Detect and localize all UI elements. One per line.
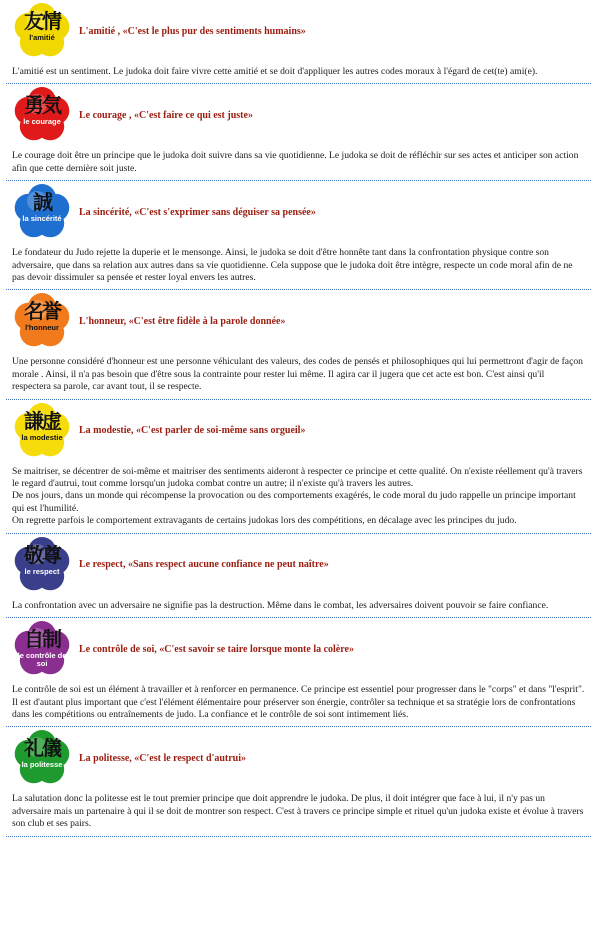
moral-code-section-4 bbox=[6, 290, 591, 399]
flower-badge-icon bbox=[13, 620, 71, 678]
flower-badge-icon bbox=[13, 729, 71, 787]
section-header bbox=[6, 727, 591, 789]
flower-badge-icon bbox=[13, 536, 71, 594]
section-body bbox=[12, 793, 585, 830]
moral-code-section-5 bbox=[6, 400, 591, 534]
section-title: La politesse, «C'est le respect d'autrui» bbox=[79, 752, 247, 764]
moral-code-section-2 bbox=[6, 84, 591, 181]
flower-badge-icon bbox=[13, 292, 71, 350]
section-paragraph: Le fondateur du Judo rejette la duperie et le mensonge. Ainsi, le judoka se doit d'être honnête tant dans la confrontation physique contre son adversaire, que dans sa relation aux autres dans sa vie quotidienne. Cela suppose que le judoka doit être intègre, respecte un code moral afin de ne pas devoir dissimuler sa pensée et rester loyal envers les autres. bbox=[12, 247, 573, 284]
kanji-label: 自制 bbox=[24, 627, 60, 652]
judo-moral-code-page bbox=[6, 0, 591, 939]
section-paragraph: La salutation donc la politesse est le tout premier principe que doit apprendre le judoka. De plus, il doit intégrer que face à lui, il n'y pas un adversaire mais un partenaire à qui il se doit de montrer son respect. C'est à travers ce principe simple et rituel qu'un judoka existe et évolue à travers son club et ses pairs. bbox=[12, 793, 584, 830]
section-body bbox=[12, 150, 585, 175]
moral-code-section-8 bbox=[6, 727, 591, 836]
flower-label: le respect bbox=[24, 566, 60, 576]
flower-badge-icon bbox=[13, 2, 71, 60]
kanji-label: 友情 bbox=[24, 9, 60, 33]
section-divider bbox=[6, 836, 591, 837]
section-title: La modestie, «C'est parler de soi-même sans orgueil» bbox=[79, 425, 306, 437]
section-title: Le courage , «C'est faire ce qui est juste» bbox=[79, 109, 253, 121]
section-paragraph: Le courage doit être un principe que le judoka doit suivre dans sa vie quotidienne. Le judoka se doit de réfléchir sur ses actes et anticiper son action afin que cette dernière soit juste. bbox=[12, 150, 579, 174]
section-paragraph: De nos jours, dans un monde qui récompense la provocation ou des comportements exagérés, le code moral du judo rappelle un principe important qui est l'humilité. bbox=[12, 490, 576, 514]
moral-code-section-1 bbox=[6, 0, 591, 84]
flower-badge-icon bbox=[13, 183, 71, 241]
sections-list bbox=[6, 0, 591, 837]
moral-code-section-3 bbox=[6, 181, 591, 290]
flower-label: le courage bbox=[23, 117, 61, 127]
flower-label: l'amitié bbox=[29, 33, 55, 42]
flower-label: le contrôle de soi bbox=[17, 651, 67, 669]
kanji-label: 勇気 bbox=[24, 93, 60, 118]
flower-label: la sincérité bbox=[22, 214, 62, 224]
kanji-label: 名誉 bbox=[24, 299, 60, 324]
section-body bbox=[12, 684, 585, 721]
section-paragraph: La confrontation avec un adversaire ne signifie pas la destruction. Même dans le combat, les adversaires doivent pouvoir se faire confiance. bbox=[12, 599, 549, 611]
flower-badge-icon bbox=[13, 402, 71, 460]
moral-code-section-7 bbox=[6, 618, 591, 727]
section-header bbox=[6, 290, 591, 352]
section-title: L'honneur, «C'est être fidèle à la parole donnée» bbox=[79, 315, 286, 327]
section-paragraph: Une personne considéré d'honneur est une personne véhiculant des valeurs, des codes de pensés et philosophiques qui lui permettront d'agir de façon morale . Ainsi, il n'a pas besoin que d'être sous la contrainte pour rester lui même. Il agira car il jugera que cet acte est bon. C'est ainsi qu'il respectera sa parole, car avant tout, il se respecte. bbox=[12, 356, 583, 393]
section-body bbox=[12, 66, 585, 78]
section-paragraph: Le contrôle de soi est un élément à travailler et à renforcer en permanence. Ce principe est essentiel pour progresser dans le "corps" et dans "l'esprit". Il est d'autant plus important que c'est l'élément élémentaire pour préserver son énergie, contrôler sa technique et sa stratégie lors de confrontations dans les compétitions ou entraînements de judo. La confiance et le contrôle de soi sont intimement liés. bbox=[12, 684, 585, 720]
section-header bbox=[6, 618, 591, 680]
section-body bbox=[12, 600, 585, 612]
section-body bbox=[12, 466, 585, 528]
section-paragraph: On regrette parfois le comportement extravagants de certains judokas lors des compétitions, en décalage avec les principes du judo. bbox=[12, 515, 517, 527]
kanji-label: 敬尊 bbox=[24, 542, 60, 567]
section-paragraph: L'amitié est un sentiment. Le judoka doit faire vivre cette amitié et se doit d'appliquer les autres codes moraux à l'égard de cet(te) ami(e). bbox=[12, 66, 538, 77]
section-header bbox=[6, 534, 591, 596]
flower-label: l'honneur bbox=[25, 323, 59, 333]
moral-code-section-6 bbox=[6, 534, 591, 618]
kanji-label: 礼儀 bbox=[24, 736, 60, 761]
section-paragraph: Se maitriser, se décentrer de soi-même et maitriser des sentiments aideront à respecter ce principe et cette qualité. On n'existe réellement qu'à travers le regard d'autrui, tout comme lorsqu'un judoka combat contre un autre; il n'existe qu'à travers les autres. bbox=[12, 465, 583, 490]
section-header bbox=[6, 181, 591, 243]
kanji-label: 誠 bbox=[33, 190, 51, 215]
section-title: Le respect, «Sans respect aucune confiance ne peut naître» bbox=[79, 559, 329, 571]
section-header bbox=[6, 400, 591, 462]
section-body bbox=[12, 247, 585, 284]
section-title: Le contrôle de soi, «C'est savoir se taire lorsque monte la colère» bbox=[79, 643, 354, 655]
flower-label: la modestie bbox=[21, 432, 63, 442]
section-body bbox=[12, 356, 585, 393]
section-header bbox=[6, 84, 591, 146]
section-header bbox=[6, 0, 591, 62]
flower-label: la politesse bbox=[21, 760, 63, 770]
kanji-label: 謙虚 bbox=[24, 408, 60, 433]
section-title: La sincérité, «C'est s'exprimer sans déguiser sa pensée» bbox=[79, 206, 316, 218]
flower-badge-icon bbox=[13, 86, 71, 144]
section-title: L'amitié , «C'est le plus pur des sentiments humains» bbox=[79, 25, 306, 37]
